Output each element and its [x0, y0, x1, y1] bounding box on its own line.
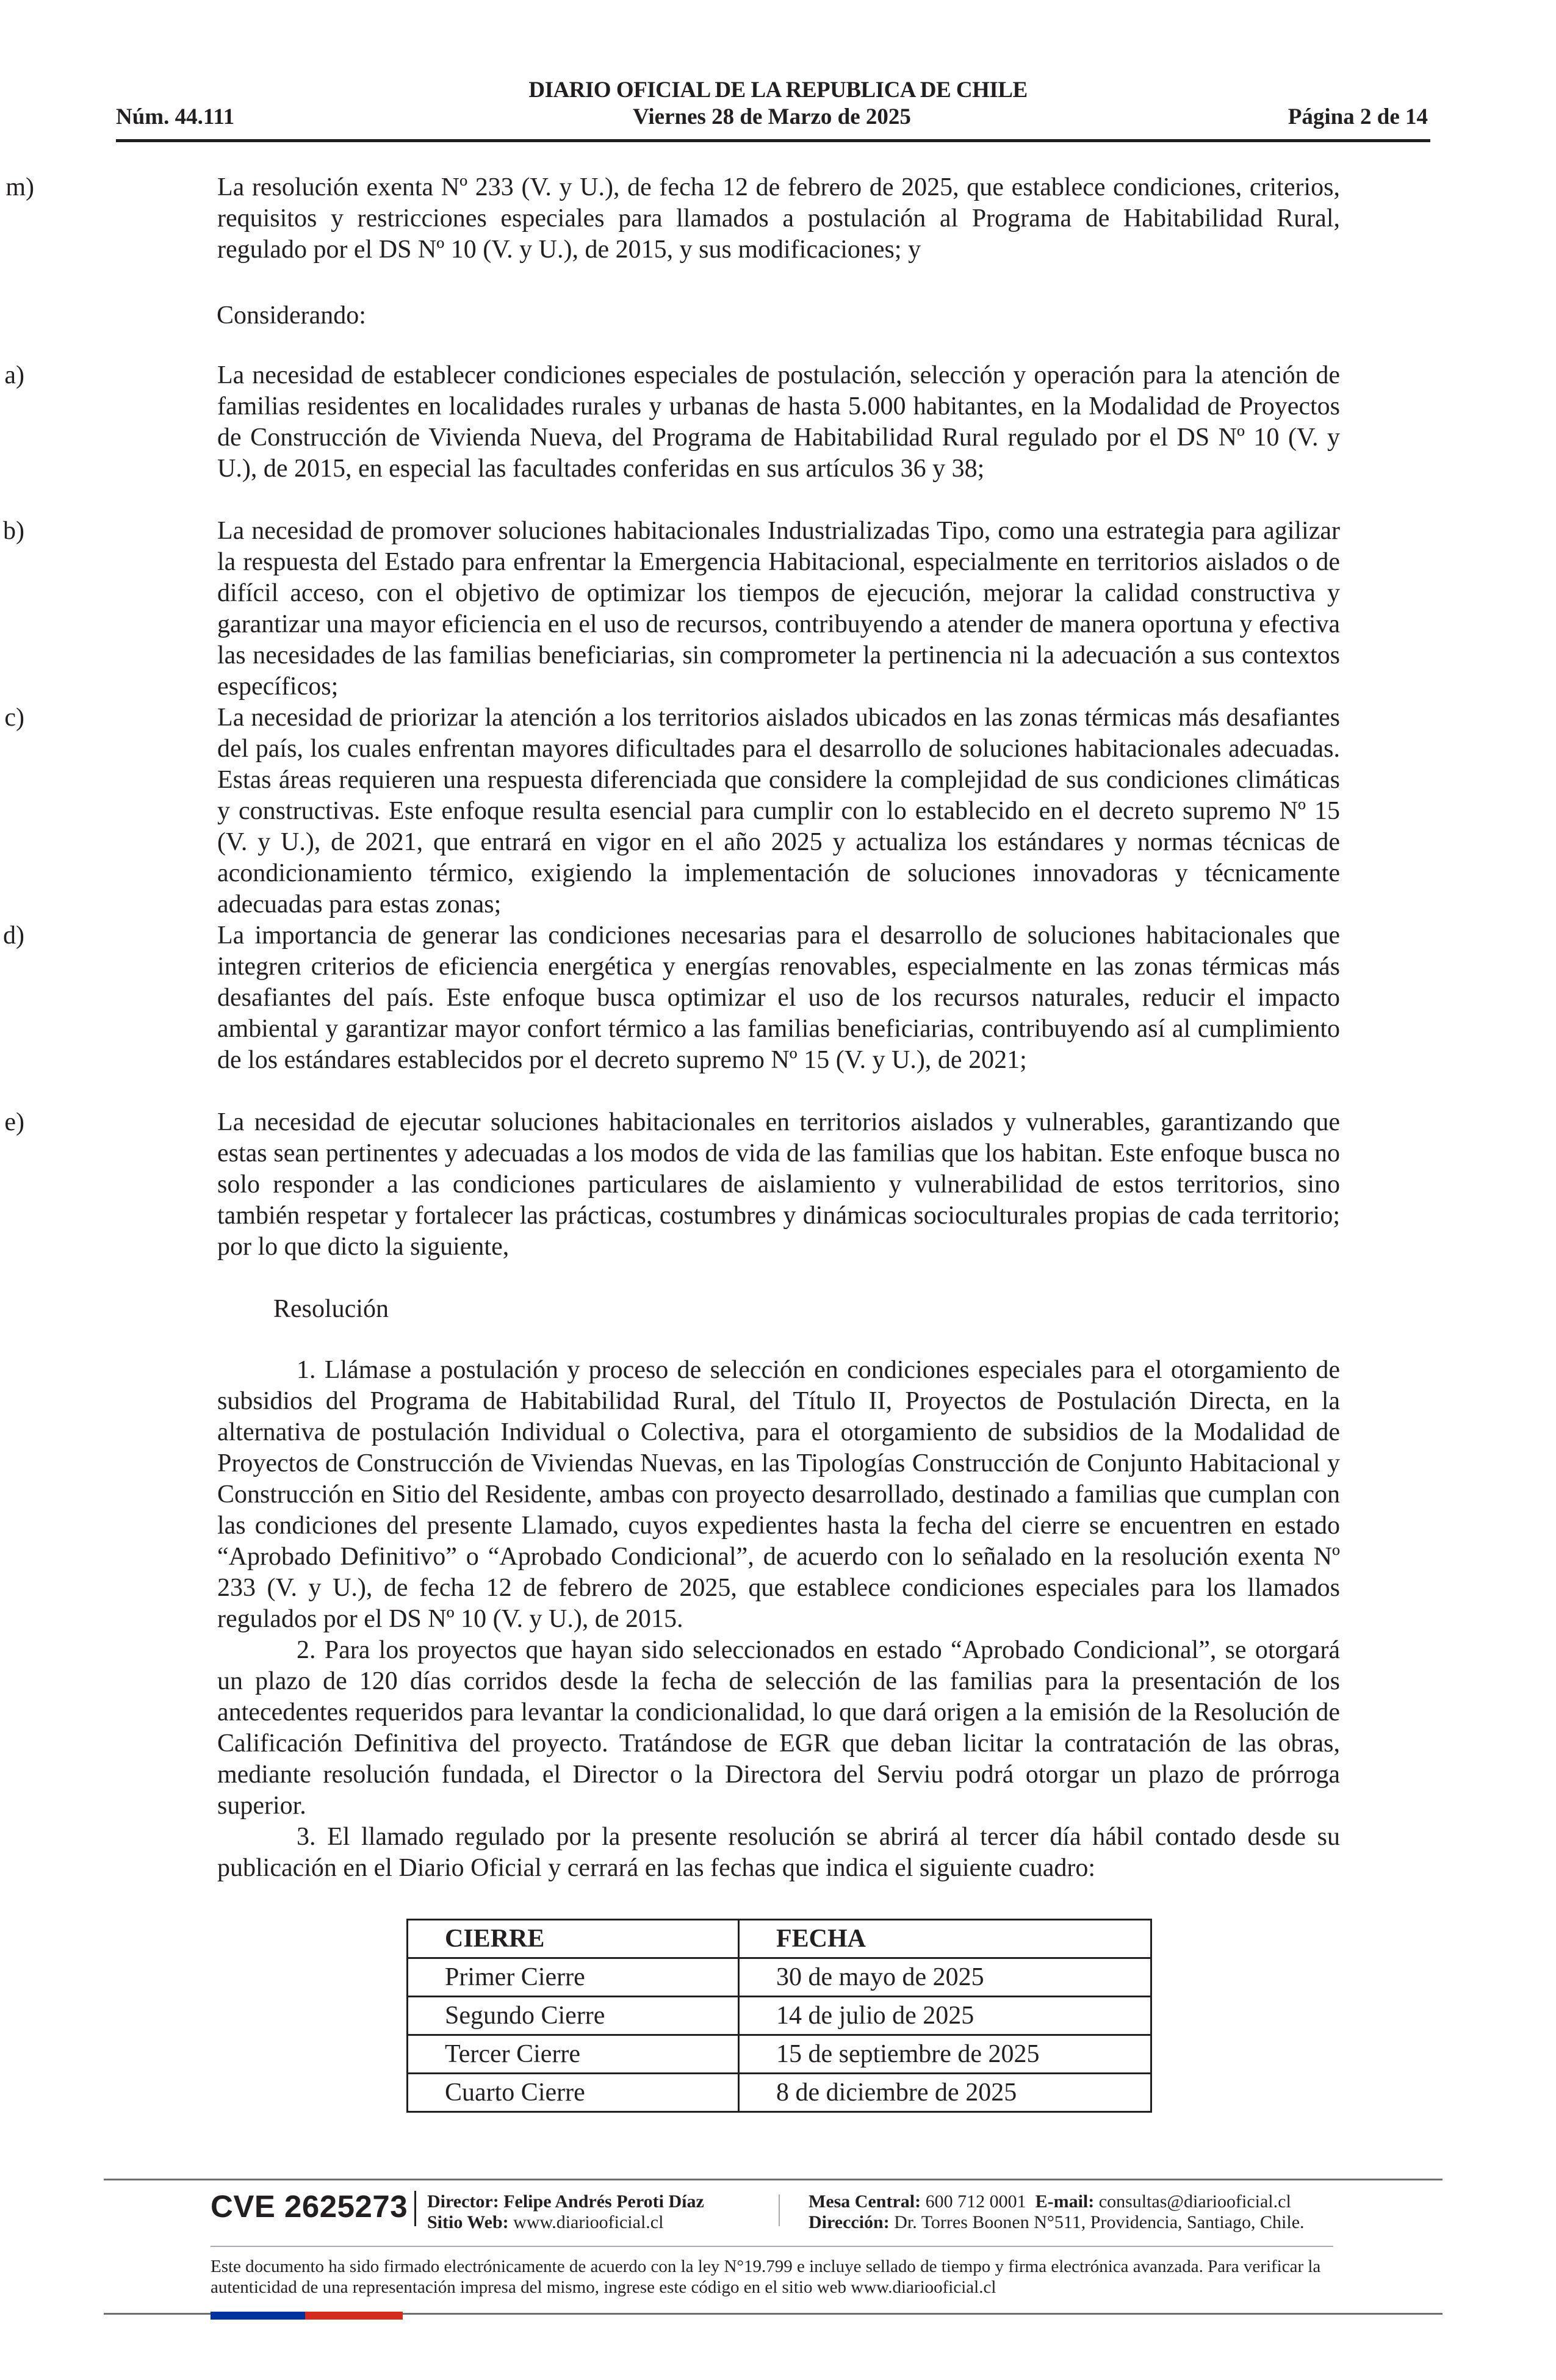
header-divider — [116, 139, 1430, 142]
email-label: E-mail: — [1035, 2191, 1095, 2212]
footer-director-block — [427, 2191, 704, 2233]
considerando-heading: Considerando: — [217, 301, 366, 330]
footer-contact-block — [809, 2191, 1345, 2233]
clause-text: La resolución exenta Nº 233 (V. y U.), de fecha 12 de febrero de 2025, que establece condiciones, criterios, requisitos y restricciones especiales para llamados a postulación al Programa de Habitabilidad Rural, regulado por el DS Nº 10 (V. y U.), de 2015, y sus modificaciones; y — [217, 173, 1340, 264]
resolution-paragraph-3: 3. El llamado regulado por la presente resolución se abrirá al tercer día hábil contado desde su publicación en el Diario Oficial y cerrará en las fechas que indica el siguiente cuadro: — [217, 1823, 1340, 1882]
email-link[interactable]: consultas@diariooficial.cl — [1098, 2191, 1291, 2212]
clause-label: d) — [3, 921, 24, 950]
address-label: Dirección: — [809, 2212, 890, 2232]
header-cell: FECHA — [739, 1920, 1151, 1958]
header-row — [116, 104, 1428, 133]
flag-stripe-blue — [211, 2312, 305, 2320]
resolution-paragraph-1: 1. Llámase a postulación y proceso de selección en condiciones especiales para el otorgamiento de subsidios del Programa de Habitabilidad Rural, del Título II, Proyectos de Postulación Directa, en la alternativa de postulación Individual o Colectiva, para el otorgamiento de subsidios de la Modalidad de Proyectos de Construcción de Viviendas Nuevas, en las Tipologías Construcción de Conjunto Habitacional y Construcción en Sitio del Residente, ambas con proyecto desarrollado, destinado a familias que cumplan con las condiciones del presente Llamado, cuyos expedientes hasta la fecha del cierre se encuentren en estado “Aprobado Definitivo” o “Aprobado Condicional”, de acuerdo con lo señalado en la resolución exenta Nº 233 (V. y U.), de fecha 12 de febrero de 2025, que establece condiciones especiales para los llamados regulados por el DS Nº 10 (V. y U.), de 2015. — [217, 1356, 1340, 1633]
clause-text: La necesidad de promover soluciones habitacionales Industrializadas Tipo, como una estrategia para agilizar la respuesta del Estado para enfrentar la Emergencia Habitacional, especialmente en territorios aislados o de difícil acceso, con el objetivo de optimizar los tiempos de ejecución, mejorar la calidad constructiva y garantizar una mayor eficiencia en el uso de recursos, contribuyendo a atender de manera oportuna y efectiva las necesidades de las familias beneficiarias, sin comprometer la pertinencia ni la adecuación a sus contextos específicos; — [217, 517, 1340, 701]
address-value: Dr. Torres Boonen N°511, Providencia, Santiago, Chile. — [894, 2212, 1305, 2232]
clause-label: c) — [4, 704, 24, 732]
table-row — [408, 2035, 1151, 2074]
clause-label: a) — [4, 361, 24, 389]
publication-title: DIARIO OFICIAL DE LA REPUBLICA DE CHILE — [528, 78, 1028, 103]
table-cell: Segundo Cierre — [408, 1997, 739, 2035]
mesa-label: Mesa Central: — [809, 2191, 921, 2212]
director-label: Director: — [427, 2191, 499, 2212]
director-name: Felipe Andrés Peroti Díaz — [503, 2191, 704, 2212]
table-cell: 15 de septiembre de 2025 — [739, 2035, 1151, 2074]
closing-dates-table — [406, 1919, 1152, 2113]
footer-separator — [779, 2194, 780, 2226]
table-cell: 8 de diciembre de 2025 — [739, 2074, 1151, 2112]
page-number: Página 2 de 14 — [1288, 104, 1428, 129]
table-row — [408, 1997, 1151, 2035]
footer-separator — [414, 2191, 416, 2226]
resolution-paragraph-2: 2. Para los proyectos que hayan sido seleccionados en estado “Aprobado Condicional”, se otorgará un plazo de 120 días corridos desde la fecha de selección de las familias para la presentación de los antecedentes requeridos para levantar la condicionalidad, lo que dará origen a la emisión de la Resolución de Calificación Definitiva del proyecto. Tratándose de EGR que deban licitar la contratación de las obras, mediante resolución fundada, el Director o la Directora del Serviu podrá otorgar un plazo de prórroga superior. — [217, 1636, 1340, 1820]
clause-m — [5, 172, 1340, 265]
table-cell: 30 de mayo de 2025 — [739, 1958, 1151, 1997]
web-link[interactable]: www.diariooficial.cl — [513, 2212, 664, 2232]
resolucion-heading: Resolución — [273, 1295, 389, 1323]
clause-text: La necesidad de ejecutar soluciones habitacionales en territorios aislados y vulnerables, garantizando que estas sean pertinentes y adecuadas a los modos de vida de las familias que los habitan. Este enfoque busca no solo responder a las condiciones particulares de aislamiento y vulnerabilidad de estos territorios, sino también respetar y fortalecer las prácticas, costumbres y dinámicas socioculturales propias de cada territorio; por lo que dicto la siguiente, — [217, 1108, 1340, 1261]
table-cell: Primer Cierre — [408, 1958, 739, 1997]
footer-mid-divider — [211, 2246, 1333, 2247]
cve-code: CVE 2625273 — [211, 2189, 408, 2224]
clause-text: La importancia de generar las condiciones necesarias para el desarrollo de soluciones habitacionales que integren criterios de eficiencia energética y energías renovables, especialmente en las zonas térmicas más desafiantes del país. Este enfoque busca optimizar el uso de los recursos naturales, reducir el impacto ambiental y garantizar mayor confort térmico a las familias beneficiarias, contribuyendo así al cumplimiento de los estándares establecidos por el decreto supremo Nº 15 (V. y U.), de 2021; — [217, 921, 1340, 1074]
clause-e — [4, 1107, 1340, 1263]
table-header-row — [408, 1920, 1151, 1958]
signature-note: Este documento ha sido firmado electrónicamente de acuerdo con la ley N°19.799 e incluye sellado de tiempo y firma electrónica avanzada. Para verificar la autenticidad de una representación impresa del mismo, ingrese este código en el sitio web www.diariooficial.cl — [211, 2257, 1321, 2297]
table-row — [408, 1958, 1151, 1997]
web-label: Sitio Web: — [427, 2212, 509, 2232]
clause-text: La necesidad de priorizar la atención a los territorios aislados ubicados en las zonas térmicas más desafiantes del país, los cuales enfrentan mayores dificultades para el desarrollo de soluciones habitacionales adecuadas. Estas áreas requieren una respuesta diferenciada que considere la complejidad de sus condiciones climáticas y constructivas. Este enfoque resulta esencial para cumplir con lo establecido en el decreto supremo Nº 15 (V. y U.), de 2021, que entrará en vigor en el año 2025 y actualiza los estándares y normas técnicas de acondicionamiento térmico, exigiendo la implementación de soluciones innovadoras y técnicamente adecuadas para estas zonas; — [217, 704, 1340, 918]
issue-date: Viernes 28 de Marzo de 2025 — [633, 104, 911, 129]
clause-label: b) — [3, 517, 24, 545]
clause-label: e) — [4, 1108, 24, 1136]
header-cell: CIERRE — [408, 1920, 739, 1958]
footer-top-divider — [104, 2179, 1443, 2180]
clause-a — [4, 360, 1340, 485]
clause-d — [3, 920, 1340, 1076]
table-row — [408, 2074, 1151, 2112]
table-cell: Cuarto Cierre — [408, 2074, 739, 2112]
table-cell: 14 de julio de 2025 — [739, 1997, 1151, 2035]
clause-c — [4, 702, 1340, 920]
table-cell: Tercer Cierre — [408, 2035, 739, 2074]
clause-b — [3, 516, 1340, 702]
issue-number: Núm. 44.111 — [116, 104, 235, 129]
flag-stripe-red — [305, 2312, 403, 2320]
clause-label: m) — [5, 173, 34, 201]
clause-text: La necesidad de establecer condiciones especiales de postulación, selección y operación para la atención de familias residentes en localidades rurales y urbanas de hasta 5.000 habitantes, en la Modalidad de Proyectos de Construcción de Vivienda Nueva, del Programa de Habitabilidad Rural regulado por el DS Nº 10 (V. y U.), de 2015, en especial las facultades conferidas en sus artículos 36 y 38; — [217, 361, 1340, 483]
mesa-phone: 600 712 0001 — [925, 2191, 1026, 2212]
